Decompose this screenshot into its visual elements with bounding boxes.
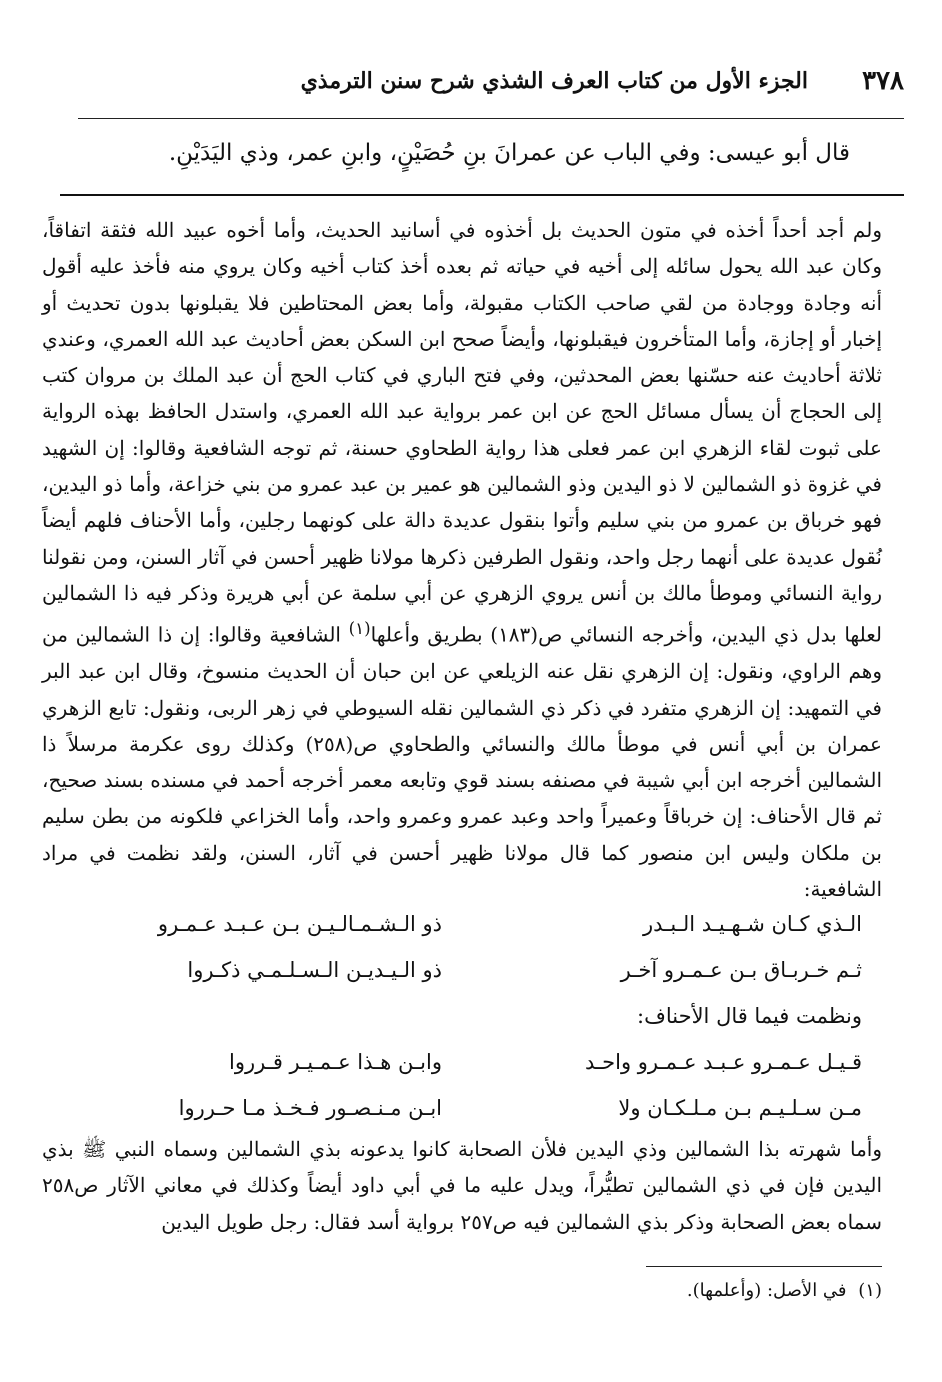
poem-intro-text: ونظمت فيما قال الأحناف: bbox=[637, 1004, 862, 1028]
poem-verse bbox=[98, 954, 862, 1000]
poem-verse bbox=[98, 908, 862, 954]
verse-first-hemistich: ثـم خـربـاق بـن عـمـرو آخـر bbox=[620, 958, 862, 982]
closing-paragraph bbox=[42, 1131, 882, 1240]
footnote-text: في الأصل: (وأعلمها). bbox=[686, 1280, 847, 1301]
verse-second-hemistich: ذو الـيـديـن الـسـلـمـي ذكـروا bbox=[187, 958, 442, 982]
commentary-text-part-2: الشافعية وقالوا: إن ذا الشمالين من وهم الراوي، ونقول: إن الزهري نقل عنه الزيلعي عن ابن حبان أن الحديث منسوخ، وقال ابن عبد البر في التمهيد: إن الزهري متفرد في ذكر ذي الشمالين نقله السيوطي في زهر الربى، ونقول: تابع الزهري عمران بن أبي أنس في موطأ مالك والنسائي والطحاوي ص(٢٥٨) وكذلك روى عكرمة مرسلاً ذا الشمالين أخرجه ابن أبي شيبة في مصنفه بسند قوي وتابعه معمر أخرجه أحمد في مسنده بسند صحيح، ثم قال الأحناف: إن خرباقاً وعميراً واحد وعبد عمرو وعمرو واحد، وأما الخزاعي فلكونه من بطن سليم بن ملكان وليس ابن منصور كما قال مولانا ظهير أحسن في آثار، السنن، ولقد نظمت في مراد الشافعية: bbox=[42, 622, 882, 901]
footnote-reference: (١) bbox=[348, 619, 371, 639]
verse-second-hemistich: ابـن مـنـصـور فـخـذ مـا حـرروا bbox=[178, 1096, 442, 1120]
verse-second-hemistich: وابـن هـذا عـمـيـر قـرروا bbox=[228, 1050, 442, 1074]
verse-first-hemistich: قـيـل عـمـرو عـبـد عـمـرو واحـد bbox=[584, 1050, 862, 1074]
commentary-paragraph bbox=[42, 212, 882, 907]
section-divider bbox=[60, 194, 904, 196]
closing-text: وأما شهرته بذا الشمالين وذي اليدين فلأن الصحابة كانوا يدعونه بذي الشمالين وسماه النبي ﷺ بذي اليدين فإن في ذي الشمالين تطيُّراً، ويدل عليه ما في أبي داود أيضاً وكذلك في معاني الآثار ص٢٥٨ سماه بعض الصحابة وذكر بذي الشمالين فيه ص٢٥٧ برواية أسد فقال: رجل طويل اليدين bbox=[42, 1137, 882, 1234]
running-title: الجزء الأول من كتاب العرف الشذي شرح سنن الترمذي bbox=[300, 68, 808, 94]
page-number: ٣٧٨ bbox=[862, 66, 904, 96]
verse-second-hemistich: ذو الـشـمـالـيـن بـن عـبـد عـمـرو bbox=[157, 912, 442, 936]
footnote bbox=[687, 1280, 882, 1301]
footnote-marker: (١) bbox=[858, 1280, 882, 1301]
verse-first-hemistich: مـن سـلـيـم بـن مـلـكـان ولا bbox=[618, 1096, 862, 1120]
hadith-text: قال أبو عيسى: وفي الباب عن عمرانَ بنِ حُصَيْنٍ، وابنِ عمر، وذي اليَدَيْنِ. bbox=[168, 140, 850, 166]
footnote-divider bbox=[646, 1266, 882, 1267]
poem-intro bbox=[98, 1000, 862, 1046]
running-header bbox=[78, 62, 904, 108]
commentary-text-part-1: ولم أجد أحداً أخذه في متون الحديث بل أخذوه في أسانيد الحديث، وأما أخوه عبيد الله فثقة اتفاقاً، وكان عبد الله يحول سائله إلى أخيه في حياته ثم بعده أخذ كتاب أخيه وكان يروي منه فأخذ عليه أقول أنه وجادة ووجادة من لقي صاحب الكتاب مقبولة، وأما بعض المحتاطين فلا يقبلونها بدون تحديث أو إخبار أو إجازة، وأما المتأخرون فيقبلونها، وأيضاً صحح ابن السكن بعض أحاديث عبد الله العمري، وعندي ثلاثة أحاديث عنه حسّنها بعض المحدثين، وفي فتح الباري في كتاب الحج أن عبد الملك بن مروان كتب إلى الحجاج أن يسأل مسائل الحج عن ابن عمر برواية عبد الله العمري، واستدل الحافظ بهذه الرواية على ثبوت لقاء الزهري ابن عمر فعلى هذا رواية الطحاوي حسنة، ثم توجه الشافعية وقالوا: إن الشهيد في غزوة ذو الشمالين لا ذو اليدين وذو الشمالين هو عمير بن عبد عمرو من بني خزاعة، وأما ذو اليدين، فهو خرباق بن عمرو من بني سليم وأتوا بنقول عديدة دالة على كونهما رجلين، وأما الأحناف فلهم أيضاً نُقول عديدة على أنهما رجل واحد، ونقول الطرفين ذكرها مولانا ظهير أحسن في آثار السنن، ومن نقولنا رواية النسائي وموطأ مالك بن أنس يروي الزهري عن أبي سلمة عن أبي هريرة وذكر فيه ذا الشمالين لعلها بدل ذي اليدين، وأخرجه النسائي ص(١٨٣) بطريق وأعلها bbox=[42, 218, 883, 647]
verse-first-hemistich: الـذي كـان شـهـيـد الـبـدر bbox=[643, 912, 862, 936]
header-divider bbox=[78, 118, 904, 119]
poem-verse bbox=[98, 1046, 862, 1092]
poem bbox=[98, 908, 862, 1138]
commentary-body bbox=[42, 212, 882, 907]
